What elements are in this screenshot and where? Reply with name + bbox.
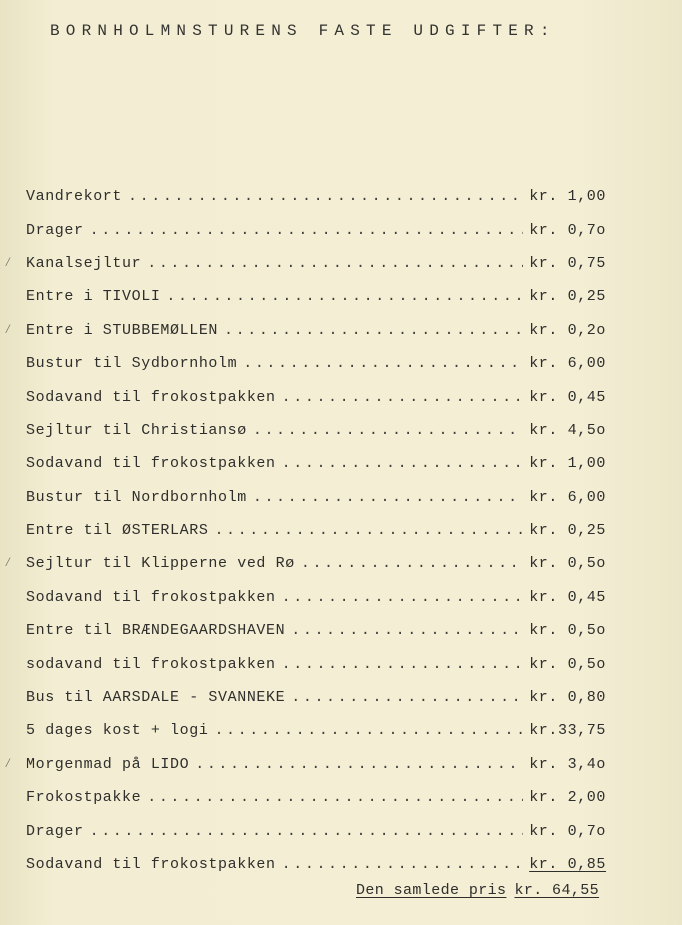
expense-label: Bustur til Sydbornholm — [26, 355, 238, 373]
dot-leader — [90, 222, 524, 239]
expense-row — [26, 614, 606, 647]
expense-list — [4, 180, 606, 881]
expense-row — [26, 814, 606, 847]
dot-leader — [282, 389, 524, 406]
expense-row — [26, 714, 606, 747]
total-price: kr. 64,55 — [514, 882, 600, 899]
expense-row — [26, 447, 606, 480]
expense-label: Sodavand til frokostpakken — [26, 388, 276, 406]
expense-label: Entre til BRÆNDEGAARDSHAVEN — [26, 622, 286, 640]
total-label: Den samlede pris — [356, 882, 507, 899]
expense-label: sodavand til frokostpakken — [26, 655, 276, 673]
dot-leader — [301, 555, 523, 572]
dot-leader — [166, 288, 523, 305]
expense-row — [26, 514, 606, 547]
dot-leader — [90, 823, 524, 840]
expense-row — [26, 414, 606, 447]
expense-row — [4, 247, 606, 280]
expense-row — [26, 647, 606, 680]
expense-price: kr. 0,7o — [529, 221, 606, 239]
expense-price: kr. 0,80 — [529, 689, 606, 707]
dot-leader — [147, 255, 523, 272]
expense-label: Sejltur til Klipperne ved Rø — [26, 555, 295, 573]
dot-leader — [291, 622, 523, 639]
dot-leader — [282, 589, 524, 606]
expense-price: kr. 1,00 — [529, 455, 606, 473]
check-mark: ⁄ — [4, 321, 13, 337]
expense-label: Bustur til Nordbornholm — [26, 488, 247, 506]
dot-leader — [147, 789, 523, 806]
expense-price: kr. 0,25 — [529, 288, 606, 306]
total-line — [356, 882, 599, 899]
expense-price: kr. 0,85 — [529, 856, 606, 873]
expense-price: kr. 6,00 — [529, 355, 606, 373]
expense-label: Sodavand til frokostpakken — [26, 588, 276, 606]
check-mark: ⁄ — [4, 555, 13, 571]
expense-row — [26, 781, 606, 814]
expense-row — [26, 481, 606, 514]
expense-price: kr. 6,00 — [529, 488, 606, 506]
dot-leader — [282, 455, 524, 472]
expense-price: kr. 4,5o — [529, 421, 606, 439]
dot-leader — [243, 355, 523, 372]
expense-price: kr. 0,2o — [529, 321, 606, 339]
expense-label: Sodavand til frokostpakken — [26, 856, 276, 873]
expense-label: Drager — [26, 221, 84, 239]
dot-leader — [253, 422, 523, 439]
expense-row — [26, 213, 606, 246]
dot-leader — [253, 489, 523, 506]
expense-label: Entre i STUBBEMØLLEN — [26, 321, 219, 339]
expense-row — [26, 681, 606, 714]
expense-price: kr. 0,45 — [529, 588, 606, 606]
page-title: BORNHOLMNSTURENS FASTE UDGIFTER: — [50, 22, 556, 40]
dot-leader — [282, 856, 524, 873]
expense-price: kr. 0,5o — [529, 555, 606, 573]
dot-leader — [214, 522, 523, 539]
expense-label: Entre til ØSTERLARS — [26, 522, 209, 540]
expense-price: kr. 1,00 — [529, 188, 606, 206]
expense-label: Kanalsejltur — [26, 254, 142, 272]
expense-price: kr. 0,5o — [529, 655, 606, 673]
dot-leader — [128, 188, 523, 205]
expense-label: Bus til AARSDALE - SVANNEKE — [26, 689, 286, 707]
expense-price: kr.33,75 — [529, 722, 606, 740]
expense-label: Morgenmad på LIDO — [26, 755, 190, 773]
expense-price: kr. 3,4o — [529, 755, 606, 773]
dot-leader — [195, 756, 523, 773]
expense-price: kr. 0,5o — [529, 622, 606, 640]
expense-row — [26, 180, 606, 213]
check-mark: ⁄ — [4, 755, 13, 771]
expense-price: kr. 0,45 — [529, 388, 606, 406]
expense-row — [4, 314, 606, 347]
expense-row — [4, 748, 606, 781]
expense-row — [26, 581, 606, 614]
dot-leader — [214, 722, 523, 739]
expense-label: Sodavand til frokostpakken — [26, 455, 276, 473]
expense-row — [26, 280, 606, 313]
expense-price: kr. 0,25 — [529, 522, 606, 540]
expense-price: kr. 0,7o — [529, 822, 606, 840]
expense-row — [26, 848, 606, 881]
expense-label: Entre i TIVOLI — [26, 288, 161, 306]
expense-row — [26, 347, 606, 380]
expense-row — [26, 380, 606, 413]
expense-label: Frokostpakke — [26, 789, 142, 807]
expense-price: kr. 0,75 — [529, 254, 606, 272]
expense-label: 5 dages kost + logi — [26, 722, 209, 740]
dot-leader — [291, 689, 523, 706]
dot-leader — [282, 656, 524, 673]
check-mark: ⁄ — [4, 254, 13, 270]
expense-label: Sejltur til Christiansø — [26, 421, 247, 439]
expense-label: Drager — [26, 822, 84, 840]
expense-row — [4, 547, 606, 580]
expense-price: kr. 2,00 — [529, 789, 606, 807]
dot-leader — [224, 322, 523, 339]
expense-label: Vandrekort — [26, 188, 123, 206]
